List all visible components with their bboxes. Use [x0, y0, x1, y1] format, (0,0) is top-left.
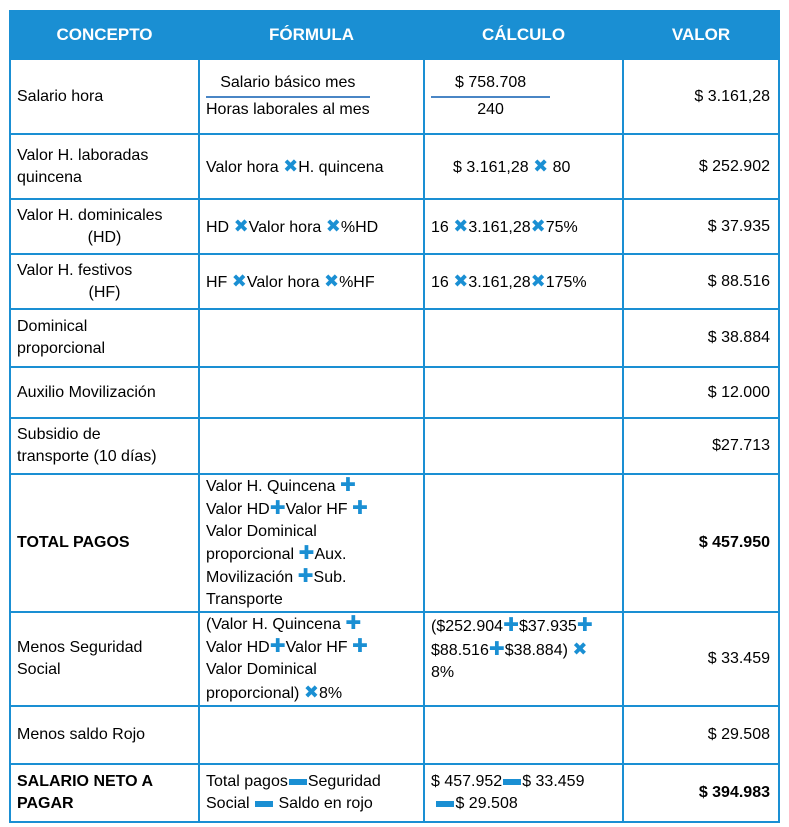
- concepto-line: (HD): [87, 228, 122, 246]
- calc-term: 75%: [545, 218, 578, 236]
- formula-term: (Valor H. Quincena: [206, 616, 341, 633]
- valor-cell: $ 12.000: [623, 367, 779, 418]
- formula-term: 8%: [318, 685, 343, 702]
- concepto-cell: [10, 254, 199, 309]
- formula-term: Saldo en rojo: [278, 795, 373, 812]
- formula-cell: [199, 612, 424, 706]
- formula-term: Valor HD: [206, 639, 270, 656]
- calc-term: 3.161,28: [468, 273, 531, 291]
- calc-term: $ 3.161,28: [453, 158, 529, 176]
- calc-term: $37.935: [518, 618, 577, 635]
- formula-cell: [199, 254, 424, 309]
- payroll-table: [9, 10, 780, 823]
- calc-term: 3.161,28: [468, 218, 531, 236]
- valor-cell: $ 38.884: [623, 309, 779, 367]
- table-row: [10, 367, 779, 418]
- header-row: [10, 11, 779, 59]
- formula-term: Valor HF: [285, 639, 348, 656]
- concepto-cell: [10, 764, 199, 822]
- formula-term: Valor H. Quincena: [206, 478, 336, 495]
- fraction-denominator: 240: [477, 101, 504, 118]
- formula-term: proporcional: [206, 546, 295, 563]
- formula-term: Seguridad: [307, 773, 381, 790]
- valor-cell: $ 33.459: [623, 612, 779, 706]
- multiply-icon: ✖: [530, 270, 546, 291]
- formula-term: Aux.: [314, 546, 347, 563]
- formula-term: H. quincena: [298, 158, 384, 176]
- calculo-cell: [424, 367, 623, 418]
- formula-term: Valor hora: [206, 158, 279, 176]
- multiply-icon: ✖: [233, 215, 249, 236]
- table-row: [10, 418, 779, 474]
- calc-term: $ 457.952: [431, 773, 503, 790]
- header-formula: FÓRMULA: [199, 11, 424, 59]
- calc-term: $38.884): [504, 642, 568, 659]
- table-row: [10, 474, 779, 612]
- calculo-cell: [424, 764, 623, 822]
- formula-cell: [199, 706, 424, 764]
- calculo-cell: [424, 199, 623, 254]
- formula-term: Valor HF: [285, 501, 348, 518]
- fraction-numerator: $ 758.708: [431, 72, 550, 98]
- concepto-line: Social: [17, 661, 61, 678]
- concepto-line: proporcional: [17, 340, 106, 357]
- plus-icon: ✚: [297, 566, 314, 587]
- calc-fraction: [431, 72, 550, 121]
- calc-term: $88.516: [431, 642, 489, 659]
- calculo-cell: [424, 474, 623, 612]
- table-row: [10, 254, 779, 309]
- multiply-icon: ✖: [231, 270, 247, 291]
- calc-term: 16: [431, 218, 449, 236]
- concepto-cell: Auxilio Movilización: [10, 367, 199, 418]
- minus-icon: [436, 801, 454, 807]
- concepto-cell: [10, 59, 199, 134]
- concepto-line: SALARIO NETO A: [17, 773, 154, 790]
- calc-term: 8%: [431, 664, 455, 681]
- multiply-icon: ✖: [323, 270, 340, 291]
- valor-cell: $ 3.161,28: [623, 59, 779, 134]
- formula-cell: [199, 474, 424, 612]
- multiply-icon: ✖: [283, 155, 299, 176]
- concepto-cell: [10, 134, 199, 199]
- calc-term: 16: [431, 273, 449, 291]
- table-row: [10, 134, 779, 199]
- calculo-cell: [424, 134, 623, 199]
- valor-cell: $ 457.950: [623, 474, 779, 612]
- plus-icon: ✚: [352, 636, 368, 657]
- concepto-text: Salario hora: [17, 87, 104, 105]
- concepto-line: quincena: [17, 168, 82, 186]
- valor-cell: $ 88.516: [623, 254, 779, 309]
- concepto-line: Valor H. festivos: [17, 261, 133, 279]
- formula-term: Sub.: [313, 569, 347, 586]
- calc-term: ($252.904: [431, 618, 504, 635]
- plus-icon: ✚: [488, 639, 505, 660]
- minus-icon: [289, 779, 307, 785]
- table-row: [10, 612, 779, 706]
- table-row: [10, 764, 779, 822]
- concepto-line: Dominical: [17, 318, 88, 335]
- formula-term: %HD: [340, 218, 379, 236]
- multiply-icon: ✖: [453, 215, 469, 236]
- formula-term: Transporte: [206, 591, 283, 608]
- valor-cell: $ 394.983: [623, 764, 779, 822]
- table-row: [10, 309, 779, 367]
- formula-term: HD: [206, 218, 230, 236]
- table-row: [10, 59, 779, 134]
- fraction-denominator: Horas laborales al mes: [206, 101, 370, 118]
- formula-cell: [199, 418, 424, 474]
- multiply-icon: ✖: [453, 270, 469, 291]
- concepto-line: (HF): [88, 283, 121, 301]
- calculo-cell: [424, 612, 623, 706]
- formula-term: Total pagos: [206, 773, 288, 790]
- calc-term: 80: [552, 158, 571, 176]
- multiply-icon: ✖: [530, 215, 546, 236]
- formula-cell: [199, 199, 424, 254]
- concepto-cell: [10, 418, 199, 474]
- formula-term: Valor hora: [248, 218, 322, 236]
- plus-icon: ✚: [269, 498, 286, 519]
- concepto-cell: TOTAL PAGOS: [10, 474, 199, 612]
- valor-cell: $ 37.935: [623, 199, 779, 254]
- minus-icon: [503, 779, 521, 785]
- formula-cell: [199, 764, 424, 822]
- plus-icon: ✚: [269, 636, 286, 657]
- formula-term: Valor HD: [206, 501, 270, 518]
- concepto-line: Menos Seguridad: [17, 639, 143, 656]
- formula-term: Movilización: [206, 569, 294, 586]
- formula-term: HF: [206, 273, 228, 291]
- calculo-cell: [424, 309, 623, 367]
- multiply-icon: ✖: [533, 155, 549, 176]
- plus-icon: ✚: [576, 615, 593, 636]
- plus-icon: ✚: [503, 615, 519, 636]
- multiply-icon: ✖: [572, 639, 588, 659]
- concepto-line: Valor H. laboradas: [17, 146, 149, 164]
- formula-fraction: [206, 72, 370, 121]
- plus-icon: ✚: [340, 475, 356, 496]
- fraction-numerator: Salario básico mes: [206, 72, 370, 98]
- calculo-cell: [424, 254, 623, 309]
- plus-icon: ✚: [352, 498, 368, 519]
- calculo-cell: [424, 706, 623, 764]
- valor-cell: $ 252.902: [623, 134, 779, 199]
- header-valor: VALOR: [623, 11, 779, 59]
- calc-term: $ 29.508: [455, 795, 518, 812]
- table-row: [10, 706, 779, 764]
- calc-term: $ 33.459: [522, 773, 585, 790]
- calculo-cell: [424, 59, 623, 134]
- formula-term: Valor hora: [246, 273, 320, 291]
- multiply-icon: ✖: [303, 682, 319, 702]
- header-concepto: CONCEPTO: [10, 11, 199, 59]
- multiply-icon: ✖: [325, 215, 341, 236]
- formula-term: Valor Dominical: [206, 661, 317, 678]
- formula-term: proporcional): [206, 685, 300, 702]
- header-calculo: CÁLCULO: [424, 11, 623, 59]
- table-row: [10, 199, 779, 254]
- formula-cell: [199, 309, 424, 367]
- calculo-cell: [424, 418, 623, 474]
- valor-cell: $ 29.508: [623, 706, 779, 764]
- formula-cell: [199, 367, 424, 418]
- concepto-cell: Menos saldo Rojo: [10, 706, 199, 764]
- plus-icon: ✚: [298, 543, 315, 564]
- formula-term: %HF: [339, 273, 375, 291]
- concepto-cell: [10, 309, 199, 367]
- calc-term: 175%: [545, 273, 587, 291]
- concepto-line: transporte (10 días): [17, 448, 157, 465]
- valor-cell: $27.713: [623, 418, 779, 474]
- concepto-line: PAGAR: [17, 795, 74, 812]
- concepto-line: Subsidio de: [17, 426, 101, 443]
- formula-cell: [199, 59, 424, 134]
- formula-cell: [199, 134, 424, 199]
- minus-icon: [255, 801, 273, 807]
- formula-term: Social: [206, 795, 250, 812]
- concepto-cell: [10, 199, 199, 254]
- formula-term: Valor Dominical: [206, 523, 317, 540]
- plus-icon: ✚: [345, 613, 362, 634]
- concepto-cell: [10, 612, 199, 706]
- concepto-line: Valor H. dominicales: [17, 206, 163, 224]
